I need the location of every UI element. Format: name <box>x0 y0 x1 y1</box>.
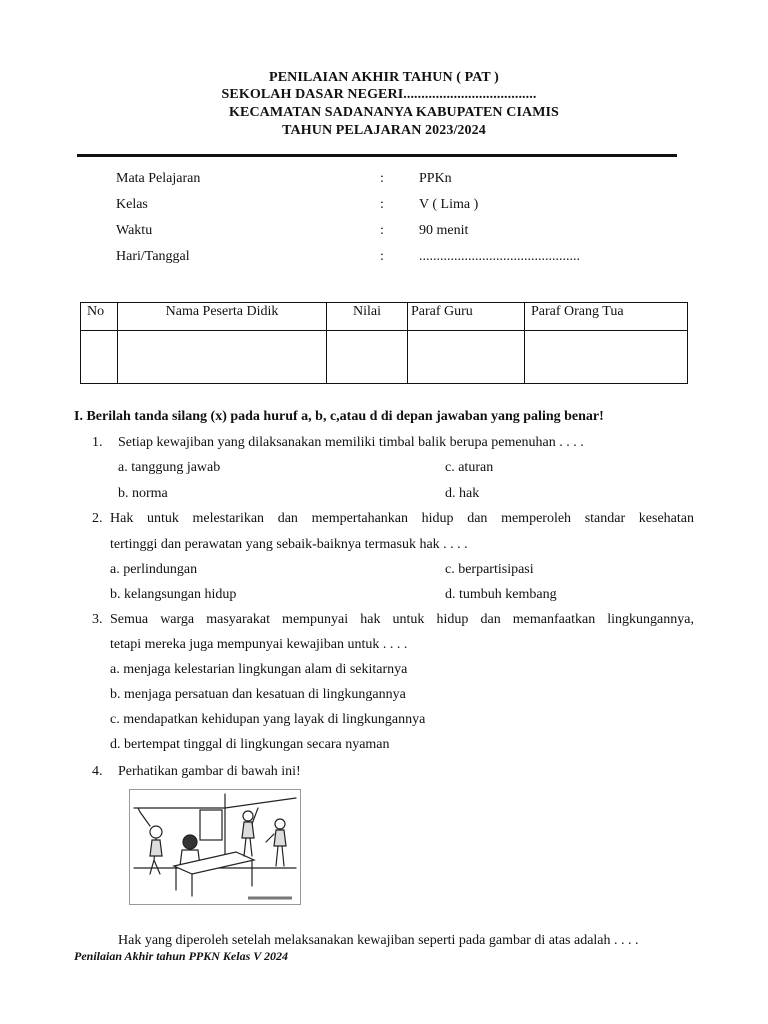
question-3-option-c[interactable]: c. mendapatkan kehidupan yang layak di lingkungannya <box>110 712 426 727</box>
col-header-teacher-sign: Paraf Guru <box>408 303 525 331</box>
page-footer: Penilaian Akhir tahun PPKN Kelas V 2024 <box>74 949 289 963</box>
info-value: V ( Lima ) <box>419 197 479 212</box>
question-1-text: Setiap kewajiban yang dilaksanakan memiliki timbal balik berupa pemenuhan . . . . <box>118 435 584 450</box>
question-2-option-d[interactable]: d. tumbuh kembang <box>445 587 557 602</box>
cell-teacher-sign[interactable] <box>408 331 525 384</box>
cell-student-name[interactable] <box>118 331 327 384</box>
question-2-option-a[interactable]: a. perlindungan <box>110 562 198 577</box>
question-3-text-line2: tetapi mereka juga mempunyai kewajiban untuk . . . . <box>110 637 408 652</box>
question-3-text-line1: Semua warga masyarakat mempunyai hak untuk hidup dan memanfaatkan lingkungannya, <box>110 612 694 627</box>
col-header-student-name: Nama Peserta Didik <box>118 303 327 331</box>
info-colon: : <box>380 223 384 238</box>
question-2-option-b[interactable]: b. kelangsungan hidup <box>110 587 237 602</box>
info-value: PPKn <box>419 171 452 186</box>
question-4-text: Perhatikan gambar di bawah ini! <box>118 764 301 779</box>
header-divider <box>77 154 677 157</box>
exam-title: PENILAIAN AKHIR TAHUN ( PAT ) <box>269 70 499 85</box>
question-1-option-a[interactable]: a. tanggung jawab <box>118 460 221 475</box>
question-3-number: 3. <box>92 612 103 627</box>
cell-score[interactable] <box>327 331 408 384</box>
question-4-followup: Hak yang diperoleh setelah melaksanakan kewajiban seperti pada gambar di atas adalah . . . . <box>118 933 639 948</box>
classroom-cleaning-illustration <box>129 789 301 905</box>
district-name: KECAMATAN SADANANYA KABUPATEN CIAMIS <box>229 105 559 120</box>
question-1-number: 1. <box>92 435 103 450</box>
info-value: 90 menit <box>419 223 469 238</box>
question-3-option-a[interactable]: a. menjaga kelestarian lingkungan alam di sekitarnya <box>110 662 408 677</box>
classroom-cleaning-drawing <box>130 790 300 904</box>
col-header-parent-sign: Paraf Orang Tua <box>525 303 688 331</box>
info-colon: : <box>380 171 384 186</box>
school-name: SEKOLAH DASAR NEGERI..................................... <box>221 87 537 102</box>
academic-year: TAHUN PELAJARAN 2023/2024 <box>282 123 486 138</box>
info-label: Hari/Tanggal <box>116 249 190 264</box>
question-1-option-c[interactable]: c. aturan <box>445 460 494 475</box>
cell-no[interactable] <box>81 331 118 384</box>
question-3-option-b[interactable]: b. menjaga persatuan dan kesatuan di lingkungannya <box>110 687 406 702</box>
question-4-number: 4. <box>92 764 103 779</box>
question-2-text-line1: Hak untuk melestarikan dan mempertahankan hidup dan memperoleh standar kesehatan <box>110 511 694 526</box>
col-header-no: No <box>81 303 118 331</box>
question-2-text-line2: tertinggi dan perawatan yang sebaik-baiknya termasuk hak . . . . <box>110 537 468 552</box>
section-instruction: I. Berilah tanda silang (x) pada huruf a, b, c,atau d di depan jawaban yang paling benar! <box>74 409 604 424</box>
info-colon: : <box>380 249 384 264</box>
col-header-score: Nilai <box>327 303 408 331</box>
question-3-option-d[interactable]: d. bertempat tinggal di lingkungan secara nyaman <box>110 737 390 752</box>
question-2-number: 2. <box>92 511 103 526</box>
info-label: Mata Pelajaran <box>116 171 201 186</box>
info-value: .............................................. <box>419 249 580 264</box>
question-1-option-d[interactable]: d. hak <box>445 486 480 501</box>
info-label: Waktu <box>116 223 153 238</box>
info-colon: : <box>380 197 384 212</box>
cell-parent-sign[interactable] <box>525 331 688 384</box>
info-label: Kelas <box>116 197 148 212</box>
table-row <box>81 331 688 384</box>
question-2-option-c[interactable]: c. berpartisipasi <box>445 562 534 577</box>
student-score-table <box>80 302 688 384</box>
question-1-option-b[interactable]: b. norma <box>118 486 168 501</box>
